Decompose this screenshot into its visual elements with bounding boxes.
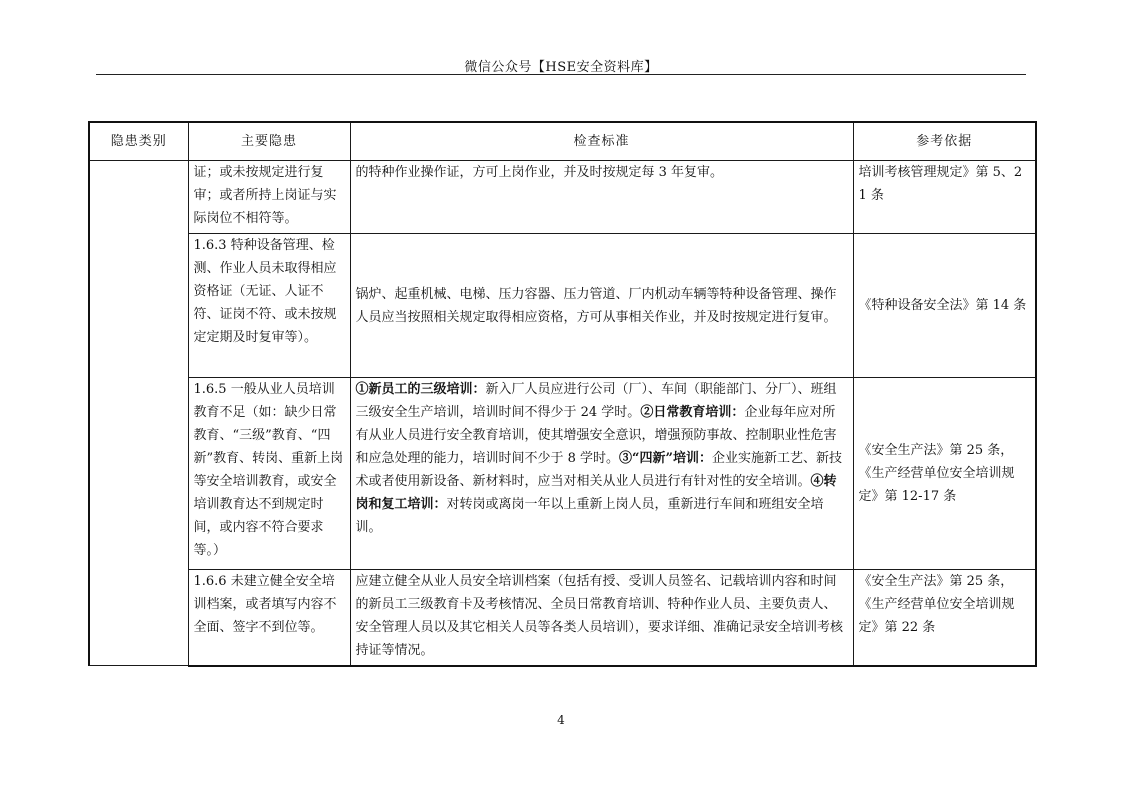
standard-lead-3: ③“四新”培训： xyxy=(619,451,713,466)
column-header-category: 隐患类别 xyxy=(89,122,188,161)
category-cell xyxy=(89,161,188,666)
hazard-inspection-table xyxy=(88,121,1037,667)
table-header-row xyxy=(89,122,1036,161)
hazard-cell: 1.6.6 未建立健全安全培训档案，或者填写内容不全面、签字不到位等。 xyxy=(188,570,350,666)
table-row xyxy=(89,161,1036,234)
standard-cell: 应建立健全从业人员安全培训档案（包括有授、受训人员签名、记载培训内容和时间的新员工三级教育卡及考核情况、全员日常教育培训、特种作业人员、主要负责人、安全管理人员以及其它相关人员等各类人员培训），要求详细、准确记录安全培训考核持证等情况。 xyxy=(350,570,853,666)
standard-text-4: 对转岗或离岗一年以上重新上岗人员，重新进行车间和班组安全培训。 xyxy=(355,497,824,535)
standard-lead-2: ②日常教育培训： xyxy=(640,405,745,420)
reference-cell: 《安全生产法》第 25 条，《生产经营单位安全培训规定》第 22 条 xyxy=(853,570,1036,666)
standard-lead-4: ④转岗和复工培训： xyxy=(355,474,837,512)
hazard-cell: 证；或未按规定进行复审；或者所持上岗证与实际岗位不相符等。 xyxy=(188,161,350,234)
reference-cell: 培训考核管理规定》第 5、21 条 xyxy=(853,161,1036,234)
standard-cell: 锅炉、起重机械、电梯、压力容器、压力管道、厂内机动车辆等特种设备管理、操作人员应当按照相关规定取得相应资格，方可从事相关作业，并及时按规定进行复审。 xyxy=(350,234,853,378)
standard-text-3: 企业实施新工艺、新技术或者使用新设备、新材料时，应当对相关从业人员进行有针对性的安全培训。 xyxy=(355,451,843,489)
table-row xyxy=(89,234,1036,378)
standard-text-2: 企业每年应对所有从业人员进行安全教育培训，使其增强安全意识，增强预防事故、控制职业性危害和应急处理的能力，培训时间不少于 8 学时。 xyxy=(355,405,837,466)
table-row xyxy=(89,378,1036,570)
column-header-reference: 参考依据 xyxy=(853,122,1036,161)
page-number: 4 xyxy=(557,713,565,727)
standard-text-1: 新入厂人员应进行公司（厂）、车间（职能部门、分厂）、班组三级安全生产培训，培训时间不得少于 24 学时。 xyxy=(355,382,837,420)
table-row xyxy=(89,570,1036,666)
standard-cell: 的特种作业操作证，方可上岗作业，并及时按规定每 3 年复审。 xyxy=(350,161,853,234)
column-header-inspection-standard: 检查标准 xyxy=(350,122,853,161)
standard-lead-1: ①新员工的三级培训： xyxy=(355,382,486,397)
hazard-cell: 1.6.5 一般从业人员培训教育不足（如：缺少日常教育、“三级”教育、“四新”教育、转岗、重新上岗等安全培训教育，或安全培训教育达不到规定时间，或内容不符合要求等。） xyxy=(188,378,350,570)
header-divider xyxy=(96,74,1026,75)
hazard-cell: 1.6.3 特种设备管理、检测、作业人员未取得相应资格证（无证、人证不符、证岗不符、或未按规定定期及时复审等）。 xyxy=(188,234,350,378)
reference-cell: 《安全生产法》第 25 条，《生产经营单位安全培训规定》第 12-17 条 xyxy=(853,378,1036,570)
standard-cell xyxy=(350,378,853,570)
page-header-title: 微信公众号【HSE安全资料库】 xyxy=(464,60,658,75)
column-header-main-hazard: 主要隐患 xyxy=(188,122,350,161)
reference-cell: 《特种设备安全法》第 14 条 xyxy=(853,234,1036,378)
